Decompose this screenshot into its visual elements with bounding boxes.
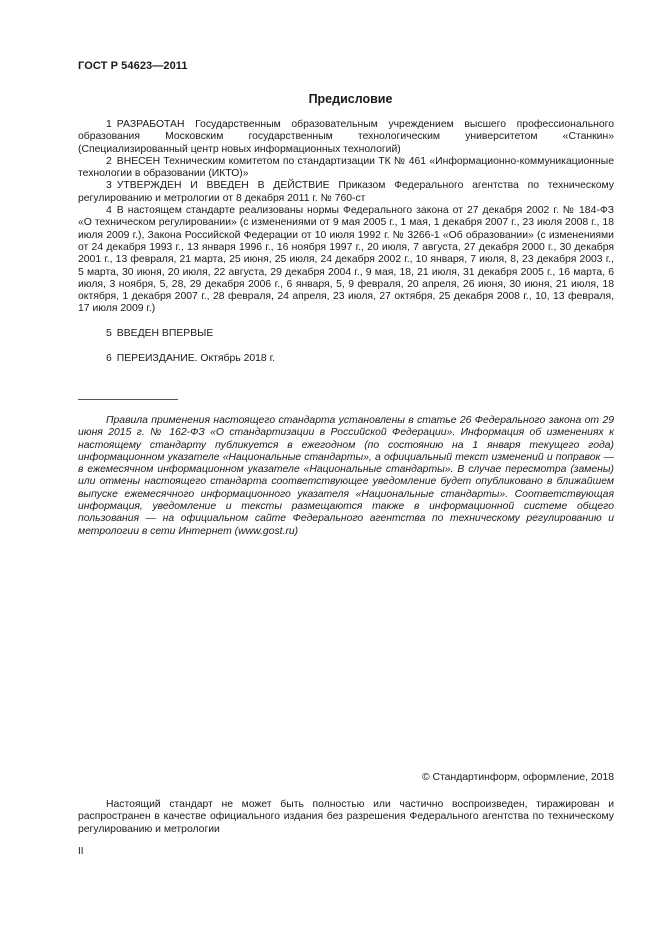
preface-item-2 bbox=[78, 156, 614, 181]
preface-item-5 bbox=[78, 328, 614, 340]
standard-code: ГОСТ Р 54623—2011 bbox=[78, 60, 188, 72]
preface-item-6 bbox=[78, 353, 614, 365]
copyright-line: © Стандартинформ, оформление, 2018 bbox=[421, 772, 614, 783]
item-number: 1 bbox=[106, 119, 112, 130]
preface-item-1 bbox=[78, 119, 614, 156]
item-text: ВНЕСЕН Техническим комитетом по стандартизации ТК № 461 «Информационно-коммуникационные технологии в образовании (ИКТО)» bbox=[78, 155, 614, 180]
preface-item-3 bbox=[78, 180, 614, 205]
item-text: РАЗРАБОТАН Государственным образовательным учреждением высшего профессионального образования Московским государственным технологическим университетом «Станкин» (Специализированный центр новых информационных технологий) bbox=[78, 119, 614, 155]
separator-rule bbox=[78, 399, 178, 400]
item-text: УТВЕРЖДЕН И ВВЕДЕН В ДЕЙСТВИЕ Приказом Федерального агентства по техническому регулированию и метрологии от 8 декабря 2011 г. № 760-ст bbox=[78, 180, 614, 204]
preface-items bbox=[78, 119, 614, 365]
page-title: Предисловие bbox=[308, 92, 393, 106]
preface-item-4 bbox=[78, 205, 614, 316]
reproduction-notice: Настоящий стандарт не может быть полностью или частично воспроизведен, тиражирован и распространен в качестве официального издания без разрешения Федерального агентства по техническому регулированию и метрологии bbox=[78, 799, 614, 835]
item-text: ПЕРЕИЗДАНИЕ. Октябрь 2018 г. bbox=[116, 352, 275, 364]
item-text: ВВЕДЕН ВПЕРВЫЕ bbox=[116, 328, 214, 340]
page-number: II bbox=[78, 846, 84, 857]
rules-notice: Правила применения настоящего стандарта установлены в статье 26 Федерального закона от 29 июня 2015 г. № 162-ФЗ «О стандартизации в Российской Федерации». Информация об изменениях к настоящему стандарту публикуется в ежегодном (по состоянию на 1 января текущего года) информационном указателе «Национальные стандарты», а официальный текст изменений и поправок — в ежемесячном информационном указателе «Национальные стандарты». В случае пересмотра (замены) или отмены настоящего стандарта соответствующее уведомление будет опубликовано в ближайшем выпуске ежемесячного информационного указателя «Национальные стандарты». Соответствующая информация, уведомление и тексты размещаются также в информационной системе общего пользования — на официальном сайте Федерального агентства по техническому регулированию и метрологии в сети Интернет (www.gost.ru) bbox=[78, 415, 614, 537]
item-text: В настоящем стандарте реализованы нормы Федерального закона от 27 декабря 2002 г. № 184-ФЗ «О техническом регулировании» (с изменениями от 9 мая 2005 г., 1 мая, 1 декабря 2007 г., 23 июля 2008 г., 18 июля 2009 г.), Закона Российской Федерации от 10 июля 1992 г. № 3266-1 «Об образовании» (с изменениями от 24 декабря 1993 г., 13 января 1996 г., 16 ноября 1997 г., 20 июля, 7 августа, 27 декабря 2000 г., 30 декабря 2001 г., 13 февраля, 21 марта, 25 июня, 25 июля, 24 декабря 2002 г., 10 января, 7 июля, 8, 23 декабря 2003 г., 5 марта, 30 июня, 20 июля, 22 августа, 29 декабря 2004 г., 9 мая, 18, 21 июля, 31 декабря 2005 г., 16 марта, 6 июля, 3 ноября, 5, 28, 29 декабря 2006 г., 6 января, 5, 9 февраля, 20 апреля, 26 июня, 30 июня, 21 июля, 18 октября, 1 декабря 2007 г., 28 февраля, 24 апреля, 23 июля, 27 октября, 25 декабря 2008 г., 10, 13 февраля, 17 июля 2009 г.) bbox=[78, 205, 614, 315]
item-number: 6 bbox=[106, 352, 112, 364]
item-number: 5 bbox=[106, 328, 112, 340]
item-number: 2 bbox=[106, 155, 112, 167]
item-number: 3 bbox=[106, 180, 112, 192]
item-number: 4 bbox=[106, 205, 112, 217]
